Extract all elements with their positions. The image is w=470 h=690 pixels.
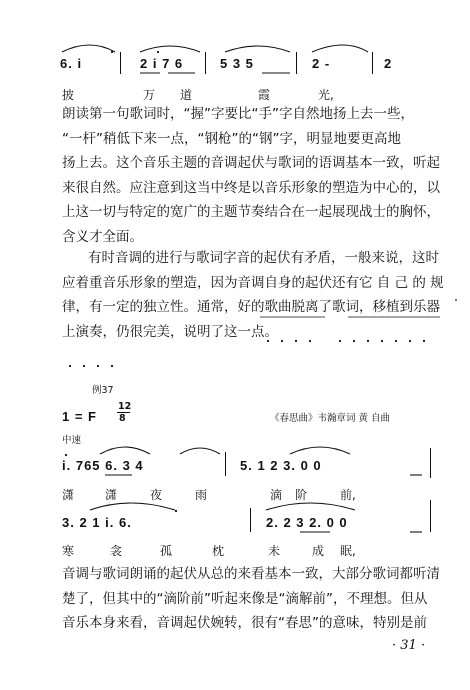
lyric-word: 寒 xyxy=(62,544,75,558)
emphasis-dot xyxy=(395,340,397,342)
slur xyxy=(62,45,115,52)
song-source: 《春思曲》韦瀚章词 黄 自曲 xyxy=(270,413,391,424)
lyric-word: 枕 xyxy=(212,544,225,558)
emphasis-dot xyxy=(111,365,113,367)
emphasis-dot xyxy=(309,340,311,342)
text-line: 律，有一定的独立性。通常，好的歌曲脱离了歌词，移植到乐器 xyxy=(62,299,440,315)
score-notes-row2-1: 3. 2 1 i. 6. xyxy=(62,515,132,530)
octave-dot xyxy=(65,454,67,456)
slur xyxy=(180,448,220,454)
octave-dot xyxy=(175,510,177,512)
score-notes-top-5: 2 xyxy=(384,56,393,71)
text-line: 应着重音乐形象的塑造，因为音调自身的起伏还有它 自 己 的 规 xyxy=(62,274,444,291)
lyric-word: 潇 xyxy=(105,488,118,502)
score-notes-top-1: 6. i xyxy=(60,56,83,71)
score-notes-row1-1: i. 765 6. 3 4 xyxy=(62,458,144,473)
lyric-word: 霞 xyxy=(258,88,271,102)
lyric-word: 道 xyxy=(180,88,193,102)
emphasis-dot xyxy=(69,365,71,367)
emphasis-dot xyxy=(339,340,341,342)
slur xyxy=(266,503,355,510)
text-line: 朗读第一句歌词时，“握”字要比“手”字自然地扬上去一些， xyxy=(62,106,414,122)
octave-dot xyxy=(111,51,113,53)
time-signature-bottom: 8 xyxy=(119,413,126,424)
slur xyxy=(90,503,175,510)
text-line: 有时音调的进行与歌词字音的起伏有矛盾，一般来说，这时 xyxy=(88,250,439,266)
text-line: 楚了，但其中的“滴阶前”听起来像是“滴解前”，不理想。但从 xyxy=(62,590,428,607)
lyric-word: 前, xyxy=(340,488,356,502)
lyric-word: 阶 xyxy=(295,488,308,502)
score-notes-top-2: 2 i 7 6 xyxy=(140,56,184,71)
emphasis-dot xyxy=(97,365,99,367)
lyric-word: 披 xyxy=(62,88,75,102)
slur xyxy=(100,447,150,454)
lyric-word: 光, xyxy=(318,88,334,102)
emphasis-dot xyxy=(267,340,269,342)
time-signature-top: 12 xyxy=(118,401,132,412)
lyric-word: 雨 xyxy=(195,488,208,502)
text-line: 音乐本身来看，音调起伏婉转，很有“春思”的意味，特别是前 xyxy=(62,615,427,631)
emphasis-dot xyxy=(353,340,355,342)
margin-mark xyxy=(455,299,457,301)
text-line: 音调与歌词朗诵的起伏从总的来看基本一致，大部分歌词都听清 xyxy=(62,566,440,582)
key-signature: 1 = F xyxy=(62,409,97,424)
emphasis-dot xyxy=(281,340,283,342)
emphasis-dot xyxy=(409,340,411,342)
lyric-word: 滴 xyxy=(270,488,283,502)
text-line: 上这一切与特定的宽广的主题节奏结合在一起展现战士的胸怀， xyxy=(62,204,440,220)
text-line: 含义才全面。 xyxy=(62,228,143,245)
slur xyxy=(312,45,368,52)
emphasis-dot xyxy=(367,340,369,342)
emphasis-dot xyxy=(295,340,297,342)
lyric-word: 未 xyxy=(268,544,281,558)
page-number: · 31 · xyxy=(392,638,426,653)
lyric-word: 潇 xyxy=(62,488,75,502)
lyric-word: 眠, xyxy=(340,544,356,558)
lyric-word: 成 xyxy=(312,544,325,558)
text-line: 上演奏，仍很完美，说明了这一点。 xyxy=(62,323,278,340)
score-notes-row2-2: 2. 2 3 2. 0 0 xyxy=(266,515,348,530)
lyric-word: 万 xyxy=(143,88,156,102)
text-line: 来很自然。应注意到这当中终是以音乐形象的塑造为中心的，以 xyxy=(62,179,440,196)
emphasis-dot xyxy=(83,365,85,367)
slur xyxy=(290,447,350,454)
text-line: “一杆”稍低下来一点，“钢枪”的“钢”字，明显地要更高地 xyxy=(62,130,401,147)
example-label: 例37 xyxy=(92,385,114,396)
lyric-word: 孤 xyxy=(160,544,173,558)
score-notes-top-4: 2 - xyxy=(312,56,331,71)
emphasis-dot xyxy=(381,340,383,342)
tempo-mark: 中速 xyxy=(62,435,82,446)
slur xyxy=(225,46,290,52)
octave-dot xyxy=(157,51,159,53)
lyric-word: 衾 xyxy=(110,544,123,558)
score-notes-top-3: 5 3 5 xyxy=(220,56,254,71)
lyric-word: 夜 xyxy=(150,488,163,502)
text-line: 扬上去。这个音乐主题的音调起伏与歌词的语调基本一致，听起 xyxy=(62,155,440,171)
emphasis-dot xyxy=(423,340,425,342)
slur xyxy=(140,46,200,52)
score-notes-row1-2: 5. 1 2 3. 0 0 xyxy=(240,458,322,473)
